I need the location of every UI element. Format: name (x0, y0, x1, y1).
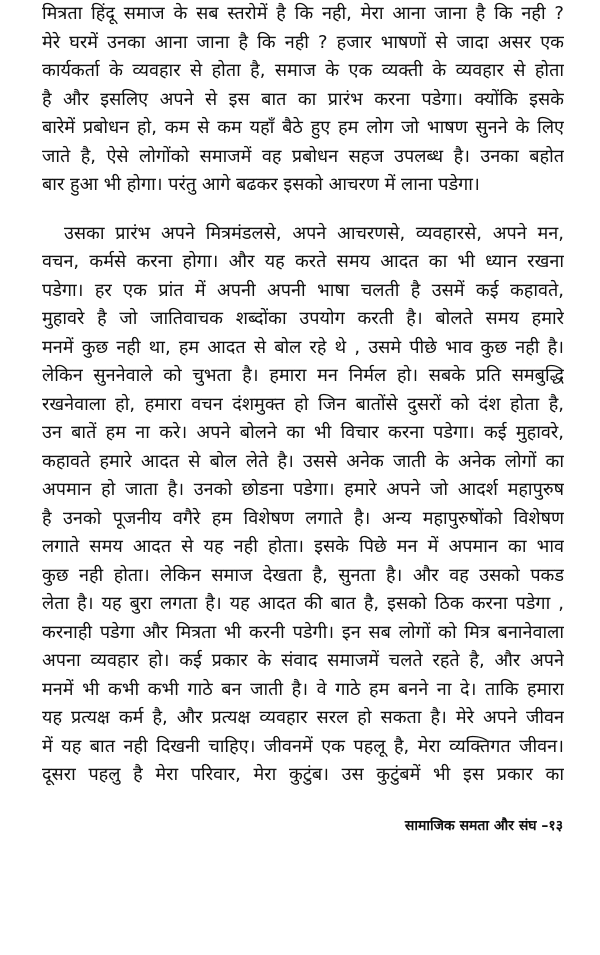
text-line: मेरे घरमें उनका आना जाना है कि नही ? हजार भाषणों से जादा असर एक (42, 31, 564, 53)
text-line: बारेमें प्रबोधन हो, कम से कम यहाँ बैठे हुए हम लोग जो भाषण सुनने के लिए (42, 117, 564, 138)
text-line: उसका प्रारंभ अपने मित्रमंडलसे, अपने आचरणसे, व्यवहारसे, अपने मन, (64, 222, 564, 244)
text-line: पडेगा। हर एक प्रांत में अपनी अपनी भाषा चलती है उसमें कई कहावते, (42, 279, 564, 301)
text-line: वचन, कर्मसे करना होगा। और यह करते समय आदत का भी ध्यान रखना (42, 251, 564, 272)
text-line: रखनेवाला हो, हमारा वचन दंशमुक्त हो जिन बातोंसे दुसरों को दंश होता है, (42, 393, 564, 415)
text-line: लगाते समय आदत से यह नही होता। इसके पिछे मन में अपमान का भाव (42, 536, 564, 557)
text-line: है और इसलिए अपने से इस बात का प्रारंभ करना पडेगा। क्योंकि इसके (42, 88, 564, 110)
text-line: मनमें भी कभी कभी गाठे बन जाती है। वे गाठे हम बनने ना दे। ताकि हमारा (42, 678, 564, 700)
text-line: बार हुआ भी होगा। परंतु आगे बढकर इसको आचरण में लाना पडेगा। (42, 174, 480, 195)
text-line: लेता है। यह बुरा लगता है। यह आदत की बात है, इसको ठिक करना पडेगा , (42, 593, 564, 614)
paragraph (42, 220, 564, 790)
text-line: दूसरा पहलु है मेरा परिवार, मेरा कुटुंब। उस कुटुंबमें भी इस प्रकार का (42, 764, 564, 785)
page-body (42, 0, 564, 790)
text-line: कुछ नही होता। लेकिन समाज देखता है, सुनता है। और वह उसको पकड (42, 564, 564, 586)
text-line: जाते है, ऐसे लोगोंको समाजमें वह प्रबोधन सहज उपलब्ध है। उनका बहोत (42, 145, 564, 167)
text-line: करनाही पडेगा और मित्रता भी करनी पडेगी। इन सब लोगों को मित्र बनानेवाला (42, 621, 564, 643)
text-line: कार्यकर्ता के व्यवहार से होता है, समाज के एक व्यक्ती के व्यवहार से होता (42, 60, 564, 81)
text-line: में यह बात नही दिखनी चाहिए। जीवनमें एक पहलू है, मेरा व्यक्तिगत जीवन। (42, 735, 564, 757)
text-line: अपमान हो जाता है। उनको छोडना पडेगा। हमारे अपने जो आदर्श महापुरुष (42, 479, 564, 500)
text-line: कहावते हमारे आदत से बोल लेते है। उससे अनेक जाती के अनेक लोगों का (42, 450, 564, 472)
text-line: उन बातें हम ना करे। अपने बोलने का भी विचार करना पडेगा। कई मुहावरे, (42, 422, 564, 443)
text-line: है उनको पूजनीय वगैरे हम विशेषण लगाते है। अन्य महापुरुषोंको विशेषण (42, 507, 564, 529)
text-line: लेकिन सुननेवाले को चुभता है। हमारा मन निर्मल हो। सबके प्रति समबुद्धि (42, 365, 564, 386)
text-line: मनमें कुछ नही था, हम आदत से बोल रहे थे , उसमे पीछे भाव कुछ नही है। (42, 336, 564, 358)
paragraph (42, 0, 564, 200)
text-line: अपना व्यवहार हो। कई प्रकार के संवाद समाजमें चलते रहते है, और अपने (42, 650, 564, 671)
text-line: यह प्रत्यक्ष कर्म है, और प्रत्यक्ष व्यवहार सरल हो सकता है। मेरे अपने जीवन (42, 707, 564, 728)
text-line: मुहावरे है जो जातिवाचक शब्दोंका उपयोग करती है। बोलते समय हमारे (42, 308, 564, 329)
page-footer: सामाजिक समता और संघ –१३ (404, 818, 563, 834)
text-line: मित्रता हिंदू समाज के सब स्तरोमें है कि नही, मेरा आना जाना है कि नही ? (42, 3, 564, 24)
